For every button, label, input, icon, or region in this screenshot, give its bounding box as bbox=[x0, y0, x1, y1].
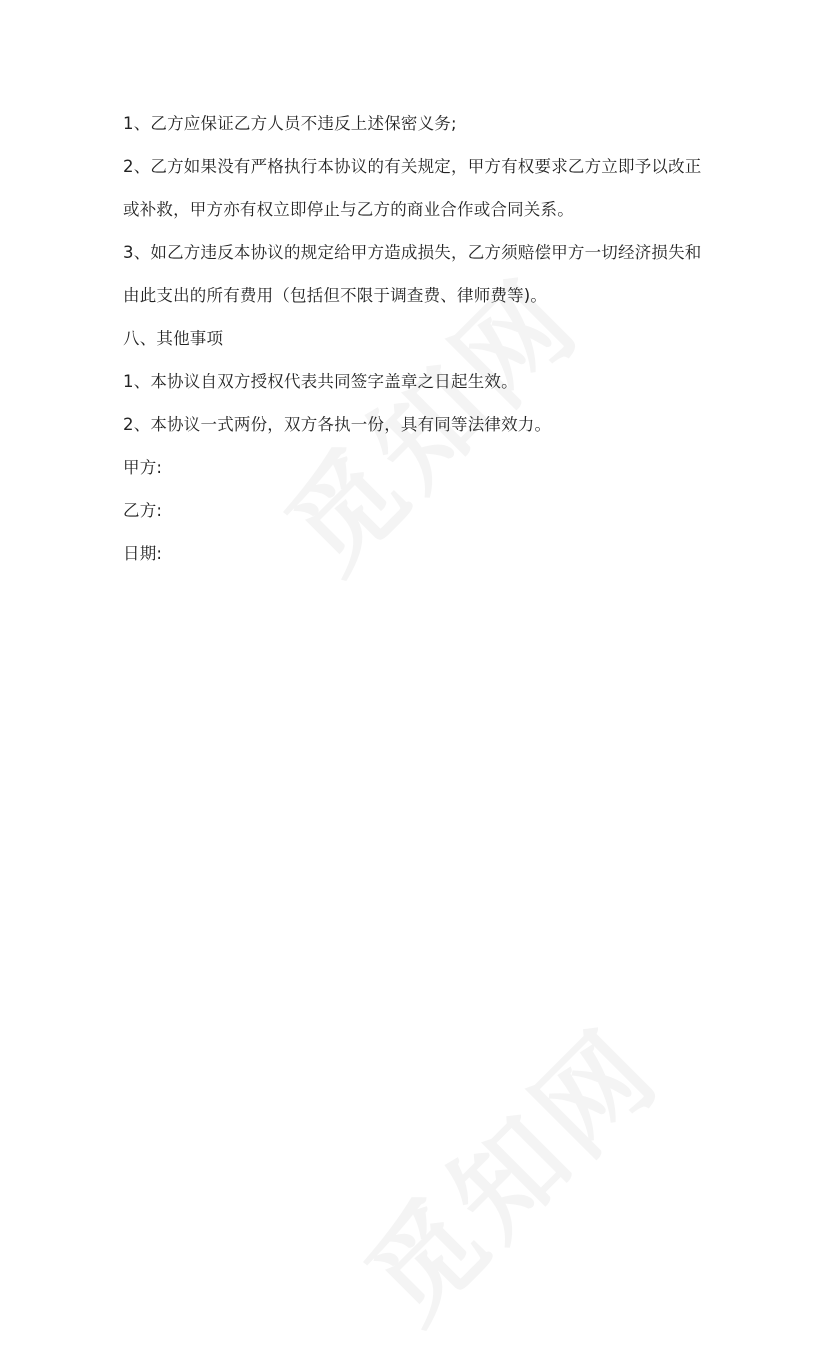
clause-2-line: 2、乙方如果没有严格执行本协议的有关规定，甲方有权要求乙方立即予以改正 bbox=[123, 157, 702, 176]
clause-3-continued-line: 由此支出的所有费用（包括但不限于调查费、律师费等)。 bbox=[123, 286, 548, 305]
other-matters-item-1: 1、本协议自双方授权代表共同签字盖章之日起生效。 bbox=[123, 372, 518, 391]
date-line: 日期: bbox=[123, 544, 163, 563]
clause-2-continued-line: 或补救，甲方亦有权立即停止与乙方的商业合作或合同关系。 bbox=[123, 200, 574, 219]
clause-1-line: 1、乙方应保证乙方人员不违反上述保密义务; bbox=[123, 114, 457, 133]
party-a-signature-line: 甲方: bbox=[123, 458, 163, 477]
party-b-signature-line: 乙方: bbox=[123, 501, 163, 520]
other-matters-item-2: 2、本协议一式两份，双方各执一份，具有同等法律效力。 bbox=[123, 415, 552, 434]
document-body bbox=[123, 108, 713, 581]
clause-3-line: 3、如乙方违反本协议的规定给甲方造成损失，乙方须赔偿甲方一切经济损失和 bbox=[123, 243, 702, 262]
section-heading-other-matters: 八、其他事项 bbox=[123, 329, 224, 348]
watermark bbox=[326, 988, 688, 1350]
